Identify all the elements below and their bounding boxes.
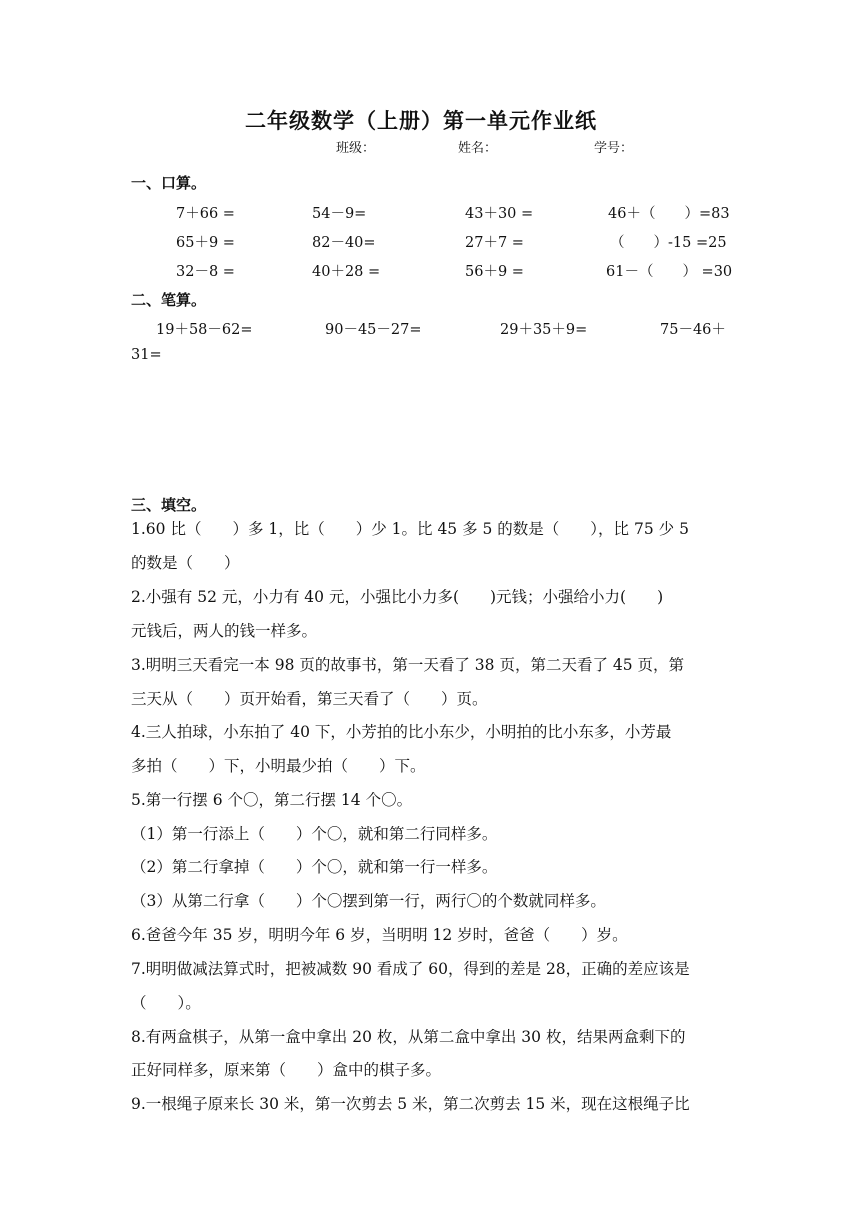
written-calc-item: 90－45－27= [325,322,422,338]
written-calc-item: 19＋58－62= [156,322,253,338]
mental-math-item: 82－40= [312,235,376,251]
fill-blank-line: 三天从（ ）页开始看，第三天看了（ ）页。 [131,690,488,708]
fill-blank-line: 4.三人拍球，小东拍了 40 下，小芳拍的比小东少，小明拍的比小东多，小芳最 [131,723,672,741]
student-number-label: 学号： [594,141,634,156]
mental-math-item: 65＋9 = [176,235,235,251]
page-title: 二年级数学（上册）第一单元作业纸 [245,108,597,133]
fill-blank-line: 9.一根绳子原来长 30 米，第一次剪去 5 米，第二次剪去 15 米，现在这根绳子比 [131,1095,690,1113]
fill-blank-line: 5.第一行摆 6 个〇，第二行摆 14 个〇。 [131,791,413,809]
fill-blank-line: （2）第二行拿掉（ ）个〇，就和第一行一样多。 [131,858,498,876]
mental-math-item: 56＋9 = [465,264,524,280]
mental-math-item: 61－（ ） =30 [606,264,733,280]
written-calc-item: 75－46＋ [660,322,726,338]
mental-math-item: 54－9= [312,206,367,222]
fill-blank-line: 7.明明做减法算式时，把被减数 90 看成了 60，得到的差是 28，正确的差应该是 [131,960,690,978]
fill-blank-line: （ ）。 [131,994,201,1012]
fill-blank-line: 的数是（ ） [131,554,240,572]
fill-blank-line: 1.60 比（ ）多 1，比（ ）少 1。比 45 多 5 的数是（ ），比 75 少 5 [131,520,689,538]
mental-math-item: 46＋（ ）=83 [608,206,730,222]
fill-blank-line: 2.小强有 52 元，小力有 40 元，小强比小力多( )元钱；小强给小力( ) [131,588,664,606]
fill-blank-line: 8.有两盒棋子，从第一盒中拿出 20 枚，从第二盒中拿出 30 枚，结果两盒剩下的 [131,1028,686,1046]
fill-blank-line: 多拍（ ）下，小明最少拍（ ）下。 [131,757,426,775]
section-heading-fill-blanks: 三、填空。 [131,496,207,514]
fill-blank-line: 6.爸爸今年 35 岁，明明今年 6 岁，当明明 12 岁时，爸爸（ ）岁。 [131,926,628,944]
fill-blank-line: 元钱后，两人的钱一样多。 [131,622,318,640]
class-label: 班级： [336,141,376,156]
written-calc-item-wrap: 31= [131,347,162,363]
section-heading-mental-math: 一、口算。 [131,174,207,192]
mental-math-item: 40＋28 = [312,264,381,280]
mental-math-item: 27＋7 = [465,235,524,251]
name-label: 姓名： [458,141,498,156]
fill-blank-line: （1）第一行添上（ ）个〇，就和第二行同样多。 [131,825,498,843]
fill-blank-line: 正好同样多，原来第（ ）盒中的棋子多。 [131,1061,442,1079]
written-calc-item: 29＋35＋9= [500,322,588,338]
section-heading-written-calc: 二、笔算。 [131,291,207,309]
mental-math-item: 7＋66 = [176,206,235,222]
mental-math-item: 32－8 = [176,264,235,280]
fill-blank-line: （3）从第二行拿（ ）个〇摆到第一行，两行〇的个数就同样多。 [131,892,606,910]
mental-math-item: 43＋30 = [465,206,534,222]
mental-math-item: （ ）-15 =25 [610,235,727,251]
fill-blank-line: 3.明明三天看完一本 98 页的故事书，第一天看了 38 页，第二天看了 45 页，第 [131,656,685,674]
